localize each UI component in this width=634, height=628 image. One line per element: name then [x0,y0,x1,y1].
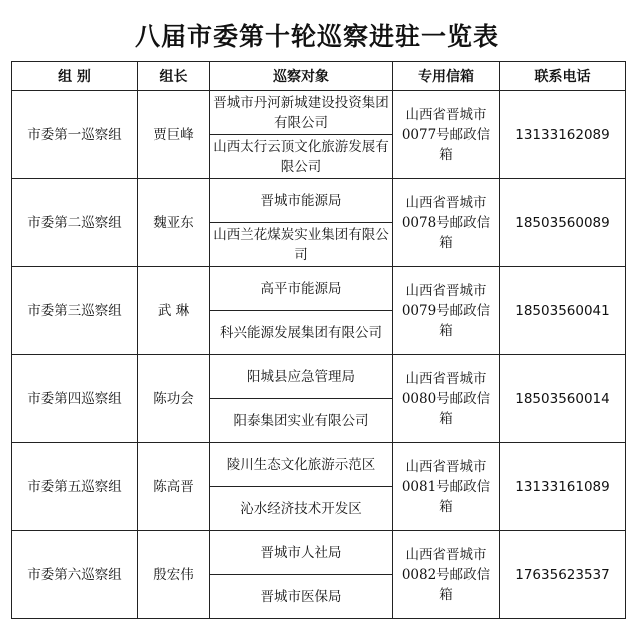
target-cell: 晋城市人社局 [210,531,393,575]
target-cell: 沁水经济技术开发区 [210,487,393,531]
table-row [12,267,626,311]
target-cell: 晋城市丹河新城建设投资集团有限公司 [210,91,393,135]
column-header-targets: 巡察对象 [210,62,393,91]
table-row [12,179,626,223]
group-cell: 市委第一巡察组 [12,91,138,179]
table-row [12,91,626,135]
phone-cell: 17635623537 [500,531,626,619]
group-cell: 市委第六巡察组 [12,531,138,619]
target-cell: 科兴能源发展集团有限公司 [210,311,393,355]
target-cell: 高平市能源局 [210,267,393,311]
leader-cell: 陈高晋 [138,443,210,531]
mailbox-cell: 山西省晋城市0082号邮政信箱 [393,531,500,619]
group-cell: 市委第五巡察组 [12,443,138,531]
target-cell: 山西兰花煤炭实业集团有限公司 [210,223,393,267]
mailbox-cell: 山西省晋城市0080号邮政信箱 [393,355,500,443]
column-header-phone: 联系电话 [500,62,626,91]
target-cell: 晋城市医保局 [210,575,393,619]
leader-cell: 殷宏伟 [138,531,210,619]
inspection-roster-table [11,61,626,619]
phone-cell: 18503560089 [500,179,626,267]
mailbox-cell: 山西省晋城市0079号邮政信箱 [393,267,500,355]
target-cell: 晋城市能源局 [210,179,393,223]
mailbox-cell: 山西省晋城市0077号邮政信箱 [393,91,500,179]
table-row [12,355,626,399]
column-header-mailbox: 专用信箱 [393,62,500,91]
leader-cell: 武 琳 [138,267,210,355]
phone-cell: 18503560014 [500,355,626,443]
target-cell: 阳城县应急管理局 [210,355,393,399]
group-cell: 市委第三巡察组 [12,267,138,355]
leader-cell: 魏亚东 [138,179,210,267]
leader-cell: 陈功会 [138,355,210,443]
group-cell: 市委第二巡察组 [12,179,138,267]
group-cell: 市委第四巡察组 [12,355,138,443]
phone-cell: 18503560041 [500,267,626,355]
column-header-group: 组 别 [12,62,138,91]
phone-cell: 13133161089 [500,443,626,531]
target-cell: 山西太行云顶文化旅游发展有限公司 [210,135,393,179]
target-cell: 阳泰集团实业有限公司 [210,399,393,443]
column-header-leader: 组长 [138,62,210,91]
mailbox-cell: 山西省晋城市0078号邮政信箱 [393,179,500,267]
mailbox-cell: 山西省晋城市0081号邮政信箱 [393,443,500,531]
phone-cell: 13133162089 [500,91,626,179]
leader-cell: 贾巨峰 [138,91,210,179]
page-title: 八届市委第十轮巡察进驻一览表 [134,22,499,51]
target-cell: 陵川生态文化旅游示范区 [210,443,393,487]
table-row [12,531,626,575]
table-row [12,443,626,487]
table-header-row [12,62,626,91]
